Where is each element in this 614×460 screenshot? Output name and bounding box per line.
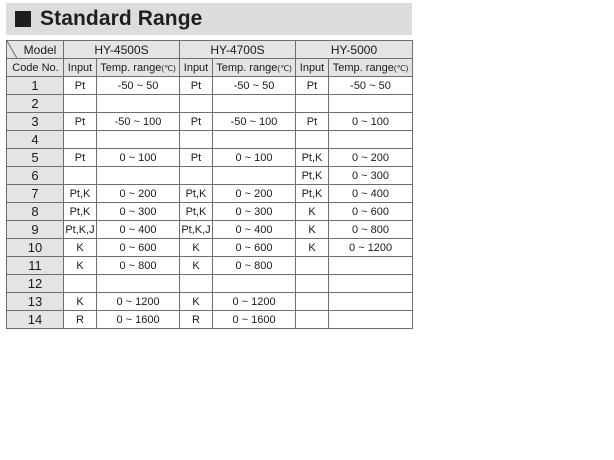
hy4700s-input-cell (180, 275, 213, 293)
code-no-cell: 1 (7, 77, 64, 95)
temp-range-label: Temp. range (100, 61, 162, 74)
hy4700s-range-cell (213, 167, 296, 185)
hy5000-range-cell (329, 257, 413, 275)
hy5000-input-cell (296, 131, 329, 149)
hy4700s-range-cell: 0 ~ 400 (213, 221, 296, 239)
hy4700s-range-cell: 0 ~ 100 (213, 149, 296, 167)
hy4500s-input-cell: Pt,K (64, 185, 97, 203)
hy4700s-input-cell (180, 131, 213, 149)
hy5000-input-cell (296, 311, 329, 329)
code-no-cell: 11 (7, 257, 64, 275)
code-no-cell: 10 (7, 239, 64, 257)
section-title-bar (6, 3, 412, 35)
hy4700s-range-cell: -50 ~ 50 (213, 77, 296, 95)
hy4700s-input-cell: Pt (180, 149, 213, 167)
table-row (7, 203, 413, 221)
celsius-unit: (℃) (393, 63, 409, 73)
hy4500s-range-cell (97, 167, 180, 185)
code-no-cell: 7 (7, 185, 64, 203)
standard-range-table (6, 40, 413, 329)
hy4500s-range-cell (97, 131, 180, 149)
hy4700s-range-cell: 0 ~ 1600 (213, 311, 296, 329)
hy4500s-input-cell: K (64, 257, 97, 275)
hy4700s-input-cell: Pt (180, 77, 213, 95)
hy4500s-input-cell (64, 131, 97, 149)
hy4700s-input-cell: K (180, 293, 213, 311)
hy5000-input-cell: K (296, 239, 329, 257)
table-body (7, 77, 413, 329)
hy4500s-input-cell: Pt,K (64, 203, 97, 221)
temp-range-label: Temp. range (332, 61, 394, 74)
code-no-cell: 3 (7, 113, 64, 131)
hy4500s-input-cell (64, 167, 97, 185)
code-no-cell: 2 (7, 95, 64, 113)
hy4700s-range-cell: 0 ~ 600 (213, 239, 296, 257)
hy5000-input-cell (296, 257, 329, 275)
table-row (7, 185, 413, 203)
hy4700s-input-cell: R (180, 311, 213, 329)
hy5000-input-cell (296, 95, 329, 113)
hy4500s-range-cell: -50 ~ 100 (97, 113, 180, 131)
model-name: HY-4500S (64, 41, 180, 59)
hy4500s-range-cell: 0 ~ 100 (97, 149, 180, 167)
hy5000-range-cell: 0 ~ 300 (329, 167, 413, 185)
hy5000-input-cell (296, 293, 329, 311)
model-name: HY-5000 (296, 41, 413, 59)
model-corner-cell (7, 41, 64, 59)
temp-range-label: Temp. range (216, 61, 278, 74)
hy4700s-range-cell (213, 95, 296, 113)
hy4700s-range-cell: 0 ~ 300 (213, 203, 296, 221)
hy4700s-input-cell (180, 95, 213, 113)
table-row (7, 113, 413, 131)
hy4700s-range-cell: 0 ~ 1200 (213, 293, 296, 311)
table-row (7, 149, 413, 167)
hy5000-range-cell: 0 ~ 1200 (329, 239, 413, 257)
hy4500s-input-cell: R (64, 311, 97, 329)
hy5000-input-cell: Pt,K (296, 149, 329, 167)
hy5000-range-cell (329, 275, 413, 293)
code-no-cell: 5 (7, 149, 64, 167)
page-title: Standard Range (40, 7, 203, 30)
hy5000-input-cell: Pt (296, 113, 329, 131)
table-row (7, 77, 413, 95)
table-row (7, 95, 413, 113)
hy5000-range-cell: 0 ~ 800 (329, 221, 413, 239)
hy4700s-input-cell: K (180, 257, 213, 275)
celsius-unit: (℃) (161, 63, 176, 73)
temp-range-column-header (329, 59, 413, 77)
hy4700s-range-cell: -50 ~ 100 (213, 113, 296, 131)
table-row (7, 257, 413, 275)
hy4500s-range-cell (97, 275, 180, 293)
hy4500s-range-cell: 0 ~ 1200 (97, 293, 180, 311)
hy5000-input-cell: Pt,K (296, 167, 329, 185)
hy4500s-range-cell: -50 ~ 50 (97, 77, 180, 95)
hy4700s-input-cell: Pt,K (180, 203, 213, 221)
code-no-cell: 4 (7, 131, 64, 149)
code-no-cell: 13 (7, 293, 64, 311)
hy4700s-range-cell: 0 ~ 800 (213, 257, 296, 275)
hy4500s-range-cell (97, 95, 180, 113)
temp-range-column-header (97, 59, 180, 77)
hy5000-range-cell: 0 ~ 600 (329, 203, 413, 221)
table-row (7, 131, 413, 149)
hy4500s-input-cell: Pt (64, 149, 97, 167)
input-column-header: Input (64, 59, 97, 77)
hy5000-range-cell: -50 ~ 50 (329, 77, 413, 95)
model-corner-label: Model (23, 42, 57, 57)
hy5000-input-cell: K (296, 203, 329, 221)
hy5000-range-cell (329, 293, 413, 311)
hy4500s-input-cell (64, 95, 97, 113)
hy4500s-range-cell: 0 ~ 600 (97, 239, 180, 257)
table-row (7, 167, 413, 185)
table-row (7, 293, 413, 311)
celsius-unit: (℃) (277, 63, 292, 73)
table-row (7, 239, 413, 257)
hy4500s-range-cell: 0 ~ 300 (97, 203, 180, 221)
hy4500s-range-cell: 0 ~ 400 (97, 221, 180, 239)
input-column-header: Input (180, 59, 213, 77)
model-header-row (7, 41, 413, 59)
hy5000-range-cell (329, 131, 413, 149)
hy5000-range-cell: 0 ~ 100 (329, 113, 413, 131)
hy5000-input-cell (296, 275, 329, 293)
hy4700s-input-cell: Pt (180, 113, 213, 131)
hy4500s-input-cell: Pt (64, 113, 97, 131)
hy5000-input-cell: K (296, 221, 329, 239)
hy4700s-input-cell (180, 167, 213, 185)
hy4500s-input-cell: K (64, 293, 97, 311)
hy5000-range-cell (329, 311, 413, 329)
hy4700s-range-cell: 0 ~ 200 (213, 185, 296, 203)
code-no-cell: 9 (7, 221, 64, 239)
hy4500s-range-cell: 0 ~ 1600 (97, 311, 180, 329)
hy5000-input-cell: Pt (296, 77, 329, 95)
hy4700s-range-cell (213, 131, 296, 149)
table-row (7, 221, 413, 239)
hy5000-range-cell: 0 ~ 400 (329, 185, 413, 203)
temp-range-column-header (213, 59, 296, 77)
hy4700s-input-cell: Pt,K (180, 185, 213, 203)
model-name: HY-4700S (180, 41, 296, 59)
hy4700s-input-cell: Pt,K,J (180, 221, 213, 239)
hy4500s-input-cell: K (64, 239, 97, 257)
hy4700s-range-cell (213, 275, 296, 293)
code-no-cell: 8 (7, 203, 64, 221)
subheader-row (7, 59, 413, 77)
hy4500s-input-cell: Pt,K,J (64, 221, 97, 239)
hy5000-range-cell (329, 95, 413, 113)
hy5000-range-cell: 0 ~ 200 (329, 149, 413, 167)
hy4500s-range-cell: 0 ~ 800 (97, 257, 180, 275)
hy5000-input-cell: Pt,K (296, 185, 329, 203)
code-no-cell: 14 (7, 311, 64, 329)
code-no-cell: 12 (7, 275, 64, 293)
hy4500s-range-cell: 0 ~ 200 (97, 185, 180, 203)
input-column-header: Input (296, 59, 329, 77)
hy4500s-input-cell (64, 275, 97, 293)
table-row (7, 275, 413, 293)
table-row (7, 311, 413, 329)
square-bullet-icon (15, 11, 31, 27)
code-no-corner-cell: Code No. (7, 59, 64, 77)
code-no-cell: 6 (7, 167, 64, 185)
hy4700s-input-cell: K (180, 239, 213, 257)
hy4500s-input-cell: Pt (64, 77, 97, 95)
